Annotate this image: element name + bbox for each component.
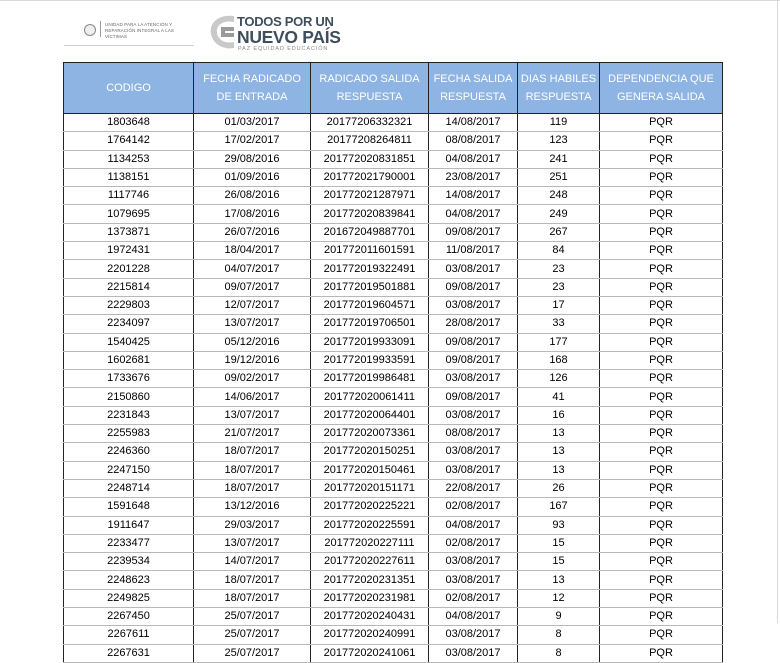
cell-codigo: 1733676 [64,370,194,388]
cell-radicado-salida: 201772020064401 [311,406,429,424]
cell-fecha-salida: 04/08/2017 [429,150,518,168]
table-row [64,223,723,241]
cell-dependencia: PQR [600,205,723,223]
cell-fecha-radicado: 25/07/2017 [194,644,311,662]
cell-dias-habiles: 13 [518,571,600,589]
cell-dependencia: PQR [600,187,723,205]
cell-dependencia: PQR [600,370,723,388]
cell-dependencia: PQR [600,644,723,662]
cell-fecha-salida: 04/08/2017 [429,516,518,534]
cell-radicado-salida: 201772011601591 [311,242,429,260]
cell-fecha-radicado: 09/07/2017 [194,278,311,296]
cell-fecha-salida: 03/08/2017 [429,626,518,644]
cell-fecha-salida: 03/08/2017 [429,260,518,278]
cell-fecha-radicado: 09/02/2017 [194,370,311,388]
cell-dias-habiles: 15 [518,553,600,571]
cell-codigo: 1134253 [64,150,194,168]
cell-fecha-salida: 11/08/2017 [429,242,518,260]
cell-dias-habiles: 84 [518,242,600,260]
cell-dias-habiles: 251 [518,168,600,186]
cell-dependencia: PQR [600,589,723,607]
table-row [64,132,723,150]
cell-dependencia: PQR [600,553,723,571]
cell-codigo: 2215814 [64,278,194,296]
cell-dependencia: PQR [600,425,723,443]
cell-fecha-salida: 23/08/2017 [429,168,518,186]
cell-dependencia: PQR [600,315,723,333]
logo-tagline: PAZ EQUIDAD EDUCACIÓN [238,46,329,52]
cell-codigo: 2267450 [64,608,194,626]
cell-dias-habiles: 15 [518,534,600,552]
cell-radicado-salida: 201772020231351 [311,571,429,589]
cell-dias-habiles: 13 [518,425,600,443]
cell-dependencia: PQR [600,296,723,314]
cell-radicado-salida: 201772020227111 [311,534,429,552]
table-row [64,461,723,479]
cell-dias-habiles: 23 [518,278,600,296]
cell-dependencia: PQR [600,132,723,150]
table-row [64,644,723,662]
cell-dependencia: PQR [600,260,723,278]
table-row [64,260,723,278]
cell-radicado-salida: 201772020231981 [311,589,429,607]
todos-por-un-nuevo-pais-logo [207,8,342,56]
cell-dependencia: PQR [600,351,723,369]
cell-dias-habiles: 119 [518,114,600,132]
cell-codigo: 2229803 [64,296,194,314]
cell-dias-habiles: 17 [518,296,600,314]
cell-dependencia: PQR [600,406,723,424]
cell-codigo: 2231843 [64,406,194,424]
table-row [64,516,723,534]
cell-dias-habiles: 13 [518,443,600,461]
cell-fecha-salida: 14/08/2017 [429,187,518,205]
table-row [64,315,723,333]
cell-codigo: 1591648 [64,498,194,516]
cell-fecha-radicado: 13/07/2017 [194,534,311,552]
table-row [64,150,723,168]
cell-fecha-salida: 03/08/2017 [429,644,518,662]
cell-radicado-salida: 201772019986481 [311,370,429,388]
cell-fecha-salida: 02/08/2017 [429,534,518,552]
cell-fecha-salida: 03/08/2017 [429,461,518,479]
table-row [64,443,723,461]
cell-fecha-radicado: 04/07/2017 [194,260,311,278]
cell-dias-habiles: 33 [518,315,600,333]
cell-fecha-salida: 22/08/2017 [429,479,518,497]
unidad-victimas-logo [64,12,194,46]
cell-radicado-salida: 201772020839841 [311,205,429,223]
header-radicado-salida: RADICADO SALIDA RESPUESTA [311,63,429,114]
page-right-border [777,0,778,623]
table-row [64,114,723,132]
table-row [64,534,723,552]
cell-radicado-salida: 201772021287971 [311,187,429,205]
table-row [64,626,723,644]
cell-codigo: 1117746 [64,187,194,205]
cell-dependencia: PQR [600,608,723,626]
colombia-seal-icon [84,24,96,36]
cell-radicado-salida: 201772020831851 [311,150,429,168]
cell-codigo: 2249825 [64,589,194,607]
cell-codigo: 2246360 [64,443,194,461]
table-row [64,187,723,205]
cell-dias-habiles: 248 [518,187,600,205]
cell-radicado-salida: 20177206332321 [311,114,429,132]
table-header-row [64,63,723,114]
cell-fecha-radicado: 01/03/2017 [194,114,311,132]
cell-codigo: 1803648 [64,114,194,132]
cell-dependencia: PQR [600,114,723,132]
cell-fecha-radicado: 18/07/2017 [194,443,311,461]
cell-dias-habiles: 26 [518,479,600,497]
cell-fecha-radicado: 12/07/2017 [194,296,311,314]
cell-fecha-salida: 02/08/2017 [429,589,518,607]
cell-radicado-salida: 201772019706501 [311,315,429,333]
cell-dependencia: PQR [600,479,723,497]
cell-codigo: 2255983 [64,425,194,443]
cell-radicado-salida: 201772021790001 [311,168,429,186]
cell-codigo: 2150860 [64,388,194,406]
cell-radicado-salida: 201772020073361 [311,425,429,443]
cell-dependencia: PQR [600,242,723,260]
table-row [64,242,723,260]
cell-fecha-radicado: 25/07/2017 [194,608,311,626]
cell-radicado-salida: 201772020150461 [311,461,429,479]
cell-dias-habiles: 249 [518,205,600,223]
cell-fecha-salida: 09/08/2017 [429,333,518,351]
cell-fecha-radicado: 21/07/2017 [194,425,311,443]
cell-fecha-salida: 28/08/2017 [429,315,518,333]
cell-fecha-radicado: 14/07/2017 [194,553,311,571]
cell-codigo: 1079695 [64,205,194,223]
cell-fecha-radicado: 14/06/2017 [194,388,311,406]
cell-radicado-salida: 201772020240991 [311,626,429,644]
cell-fecha-radicado: 17/08/2016 [194,205,311,223]
cell-codigo: 1373871 [64,223,194,241]
cell-fecha-salida: 08/08/2017 [429,425,518,443]
cell-fecha-radicado: 13/12/2016 [194,498,311,516]
table-row [64,553,723,571]
cell-dependencia: PQR [600,516,723,534]
cell-codigo: 2267631 [64,644,194,662]
cell-dias-habiles: 8 [518,626,600,644]
cell-fecha-radicado: 19/12/2016 [194,351,311,369]
cell-fecha-radicado: 29/08/2016 [194,150,311,168]
table-row [64,333,723,351]
table-row [64,278,723,296]
table-row [64,351,723,369]
cell-dependencia: PQR [600,278,723,296]
cell-codigo: 2201228 [64,260,194,278]
page-top-border [0,0,780,1]
cell-fecha-radicado: 18/07/2017 [194,589,311,607]
cell-radicado-salida: 201772019933091 [311,333,429,351]
table-row [64,388,723,406]
cell-radicado-salida: 201772020225591 [311,516,429,534]
logo-divider [100,21,101,37]
header-fecha-salida: FECHA SALIDA RESPUESTA [429,63,518,114]
cell-codigo: 2247150 [64,461,194,479]
cell-fecha-radicado: 05/12/2016 [194,333,311,351]
cell-dependencia: PQR [600,223,723,241]
table-row [64,370,723,388]
table-row [64,296,723,314]
cell-radicado-salida: 201772020151171 [311,479,429,497]
cell-dependencia: PQR [600,534,723,552]
cell-dependencia: PQR [600,388,723,406]
cell-fecha-salida: 02/08/2017 [429,498,518,516]
cell-fecha-radicado: 29/03/2017 [194,516,311,534]
cell-radicado-salida: 201772020225221 [311,498,429,516]
cell-dias-habiles: 23 [518,260,600,278]
cell-dias-habiles: 41 [518,388,600,406]
cell-codigo: 2267611 [64,626,194,644]
cell-radicado-salida: 201772019501881 [311,278,429,296]
cell-fecha-radicado: 17/02/2017 [194,132,311,150]
cell-dias-habiles: 126 [518,370,600,388]
cell-dias-habiles: 167 [518,498,600,516]
cell-dias-habiles: 241 [518,150,600,168]
cell-dependencia: PQR [600,333,723,351]
table-row [64,608,723,626]
cell-radicado-salida: 201772019604571 [311,296,429,314]
logo-line-2: NUEVO PAÍS [237,27,341,47]
cell-codigo: 1540425 [64,333,194,351]
cell-codigo: 1911647 [64,516,194,534]
cell-dias-habiles: 12 [518,589,600,607]
cell-radicado-salida: 201772019933591 [311,351,429,369]
cell-dependencia: PQR [600,461,723,479]
cell-codigo: 1764142 [64,132,194,150]
cell-fecha-salida: 03/08/2017 [429,443,518,461]
table-row [64,498,723,516]
header-dias-habiles: DIAS HABILES RESPUESTA [518,63,600,114]
cell-fecha-radicado: 01/09/2016 [194,168,311,186]
table-row [64,205,723,223]
cell-radicado-salida: 201772020241061 [311,644,429,662]
cell-dependencia: PQR [600,498,723,516]
cell-fecha-salida: 09/08/2017 [429,351,518,369]
cell-fecha-salida: 09/08/2017 [429,278,518,296]
table-body [64,114,723,663]
header-dependencia: DEPENDENCIA QUE GENERA SALIDA [600,63,723,114]
cell-codigo: 1972431 [64,242,194,260]
cell-fecha-radicado: 26/07/2016 [194,223,311,241]
header-fecha-radicado: FECHA RADICADO DE ENTRADA [194,63,311,114]
cell-fecha-radicado: 18/07/2017 [194,461,311,479]
cell-radicado-salida: 201772020061411 [311,388,429,406]
cell-fecha-salida: 03/08/2017 [429,370,518,388]
cell-codigo: 1602681 [64,351,194,369]
header-codigo: CODIGO [64,63,194,114]
cell-codigo: 2248714 [64,479,194,497]
cell-fecha-salida: 09/08/2017 [429,223,518,241]
table-row [64,425,723,443]
cell-radicado-salida: 20167204988770​1 [311,223,429,241]
table-row [64,479,723,497]
logo-left-text: UNIDAD PARA LA ATENCIÓN Y REPARACIÓN INTEGRAL A LAS VÍCTIMAS [105,22,175,39]
cell-dependencia: PQR [600,150,723,168]
cell-fecha-radicado: 13/07/2017 [194,406,311,424]
cell-fecha-salida: 03/08/2017 [429,553,518,571]
cell-fecha-radicado: 18/04/2017 [194,242,311,260]
cell-dias-habiles: 123 [518,132,600,150]
nuevo-pais-mark-icon [207,10,237,54]
cell-dependencia: PQR [600,571,723,589]
cell-fecha-salida: 08/08/2017 [429,132,518,150]
cell-dias-habiles: 9 [518,608,600,626]
cell-fecha-radicado: 13/07/2017 [194,315,311,333]
cell-dias-habiles: 8 [518,644,600,662]
cell-fecha-salida: 03/08/2017 [429,296,518,314]
logo-underline [64,45,194,46]
cell-codigo: 2248623 [64,571,194,589]
cell-codigo: 1138151 [64,168,194,186]
cell-fecha-radicado: 18/07/2017 [194,571,311,589]
cell-radicado-salida: 20177208264811 [311,132,429,150]
cell-dias-habiles: 93 [518,516,600,534]
logo-line-1: TODOS POR UN [237,14,334,29]
cell-fecha-salida: 04/08/2017 [429,608,518,626]
cell-fecha-salida: 14/08/2017 [429,114,518,132]
cell-fecha-radicado: 25/07/2017 [194,626,311,644]
radicados-table [63,62,723,663]
cell-dependencia: PQR [600,168,723,186]
cell-fecha-radicado: 26/08/2016 [194,187,311,205]
cell-dias-habiles: 13 [518,461,600,479]
table-row [64,168,723,186]
cell-radicado-salida: 201772020240431 [311,608,429,626]
cell-codigo: 2234097 [64,315,194,333]
table-row [64,571,723,589]
cell-radicado-salida: 201772020227611 [311,553,429,571]
cell-dias-habiles: 267 [518,223,600,241]
cell-codigo: 2239534 [64,553,194,571]
cell-dependencia: PQR [600,626,723,644]
cell-radicado-salida: 201772020150251 [311,443,429,461]
cell-fecha-salida: 03/08/2017 [429,406,518,424]
cell-fecha-salida: 09/08/2017 [429,388,518,406]
table-row [64,406,723,424]
cell-dias-habiles: 16 [518,406,600,424]
table-row [64,589,723,607]
cell-dias-habiles: 168 [518,351,600,369]
cell-dependencia: PQR [600,443,723,461]
cell-dias-habiles: 177 [518,333,600,351]
cell-fecha-radicado: 18/07/2017 [194,479,311,497]
cell-radicado-salida: 201772019322491 [311,260,429,278]
cell-fecha-salida: 03/08/2017 [429,571,518,589]
cell-codigo: 2233477 [64,534,194,552]
cell-fecha-salida: 04/08/2017 [429,205,518,223]
